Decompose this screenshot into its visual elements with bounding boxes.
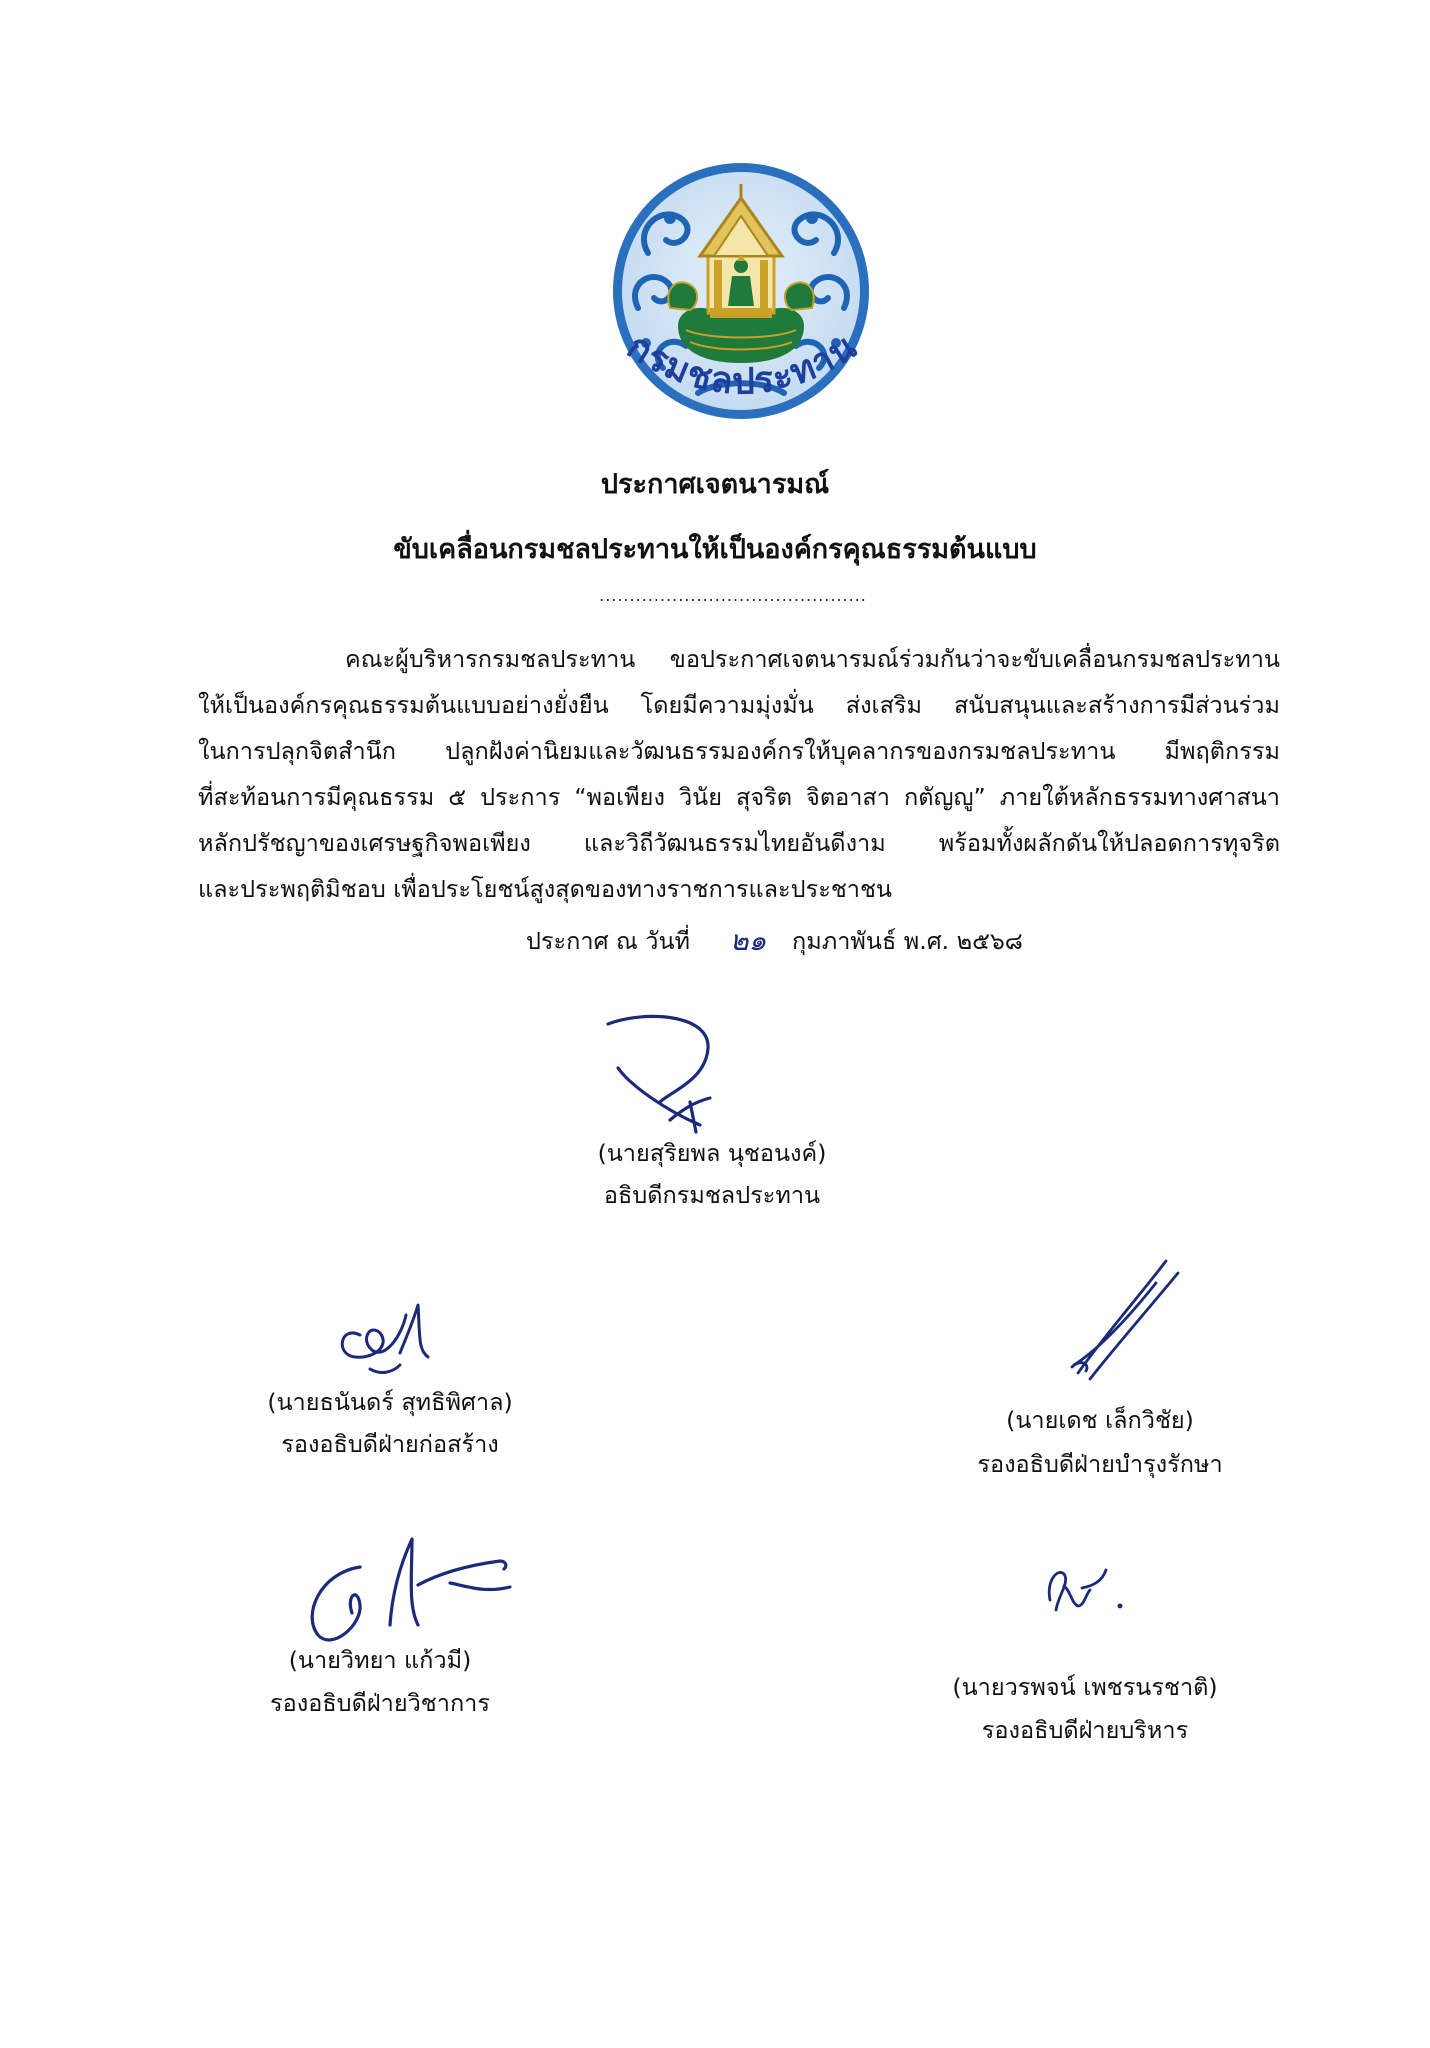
page-title: ประกาศเจตนารมณ์ (600, 469, 830, 500)
deputy-construction-title: รองอธิบดีฝ่ายก่อสร้าง (281, 1430, 499, 1458)
deputy-maintenance-signature (1060, 1255, 1190, 1385)
date-month-year: กุมภาพันธ์ พ.ศ. ๒๕๖๘ (792, 927, 1023, 955)
deputy-administration-name: (นายวรพจน์ เพชรนรชาติ) (952, 1673, 1218, 1701)
deputy-construction-signature (330, 1295, 440, 1380)
director-name: (นายสุริยพล นุชอนงค์) (597, 1139, 827, 1167)
deputy-construction-name: (นายธนันดร์ สุทธิพิศาล) (267, 1388, 513, 1416)
deputy-engineering-name: (นายวิทยา แก้วมี) (288, 1646, 472, 1674)
deputy-maintenance-title: รองอธิบดีฝ่ายบำรุงรักษา (977, 1450, 1223, 1478)
page-subtitle: ขับเคลื่อนกรมชลประทานให้เป็นองค์กรคุณธรรมต้นแบบ (393, 534, 1037, 565)
deputy-engineering-title: รองอธิบดีฝ่ายวิชาการ (270, 1689, 490, 1717)
body-line: ให้เป็นองค์กรคุณธรรมต้นแบบอย่างยั่งยืน โดยมีความมุ่งมั่น ส่งเสริม สนับสนุนและสร้างการมีส่วนร่วม (198, 691, 1280, 719)
body-line: ที่สะท้อนการมีคุณธรรม ๕ ประการ “พอเพียง วินัย สุจริต จิตอาสา กตัญญู” ภายใต้หลักธรรมทางศาสนา (198, 783, 1280, 811)
body-line: หลักปรัชญาของเศรษฐกิจพอเพียง และวิถีวัฒนธรรมไทยอันดีงาม พร้อมทั้งผลักดันให้ปลอดการทุจริต (198, 829, 1280, 857)
emblem-caption (612, 330, 872, 450)
announcement-date (0, 918, 1430, 964)
deputy-engineering-signature (300, 1525, 530, 1655)
body-line: ในการปลุกจิตสำนึก ปลูกฝังค่านิยมและวัฒนธรรมองค์กรให้บุคลากรของกรมชลประทาน มีพฤติกรรม (198, 737, 1280, 765)
deputy-administration-signature (1040, 1560, 1130, 1620)
deputy-maintenance-name: (นายเดช เล็กวิชัย) (1006, 1406, 1194, 1434)
date-prefix: ประกาศ ณ วันที่ (526, 927, 690, 955)
director-title: อธิบดีกรมชลประทาน (603, 1181, 821, 1209)
emblem-caption-text: กรมชลประทาน (619, 330, 865, 403)
title-divider: ............................................ (599, 586, 867, 605)
body-line: คณะผู้บริหารกรมชลประทาน ขอประกาศเจตนารมณ์ร่วมกันว่าจะขับเคลื่อนกรมชลประทาน (345, 645, 1280, 673)
deputy-administration-title: รองอธิบดีฝ่ายบริหาร (981, 1716, 1189, 1744)
body-line: และประพฤติมิชอบ เพื่อประโยชน์สูงสุดของทางราชการและประชาชน (198, 875, 892, 903)
date-day: ๒๑ (730, 924, 767, 957)
svg-text:กรมชลประทาน (620, 330, 864, 403)
director-signature (590, 1010, 740, 1135)
